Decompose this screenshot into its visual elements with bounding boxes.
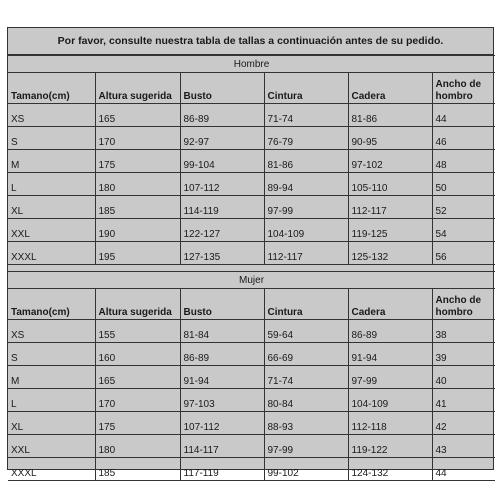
table-cell: 81-86: [348, 104, 432, 127]
table-cell: XXL: [8, 219, 95, 242]
table-cell: 44: [432, 458, 495, 481]
table-row: [8, 173, 495, 196]
table-cell: 107-112: [180, 412, 264, 435]
table-cell: XS: [8, 104, 95, 127]
table-cell: 99-104: [180, 150, 264, 173]
table-cell: 71-74: [264, 366, 348, 389]
table-cell: 170: [95, 127, 180, 150]
column-header: Cadera: [348, 73, 432, 104]
table-cell: 119-122: [348, 435, 432, 458]
table-cell: 165: [95, 366, 180, 389]
column-header: Altura sugerida: [95, 289, 180, 320]
table-cell: 39: [432, 343, 495, 366]
table-cell: 112-118: [348, 412, 432, 435]
column-header: Ancho de hombro: [432, 73, 495, 104]
section-title: Hombre: [8, 56, 495, 73]
section-title-row: [8, 272, 495, 289]
table-cell: S: [8, 127, 95, 150]
table-row: [8, 150, 495, 173]
table-cell: L: [8, 389, 95, 412]
table-cell: XXXL: [8, 458, 95, 481]
column-header: Busto: [180, 289, 264, 320]
table-row: [8, 127, 495, 150]
table-cell: 180: [95, 435, 180, 458]
table-cell: 99-102: [264, 458, 348, 481]
table-cell: XXL: [8, 435, 95, 458]
table-cell: 86-89: [348, 320, 432, 343]
table-cell: 175: [95, 150, 180, 173]
table-cell: 155: [95, 320, 180, 343]
table-cell: 122-127: [180, 219, 264, 242]
table-cell: 97-99: [348, 366, 432, 389]
table-cell: 86-89: [180, 343, 264, 366]
column-header: Cadera: [348, 289, 432, 320]
table-cell: 160: [95, 343, 180, 366]
table-cell: 125-132: [348, 242, 432, 265]
table-cell: 42: [432, 412, 495, 435]
table-cell: 41: [432, 389, 495, 412]
table-cell: 88-93: [264, 412, 348, 435]
table-cell: 56: [432, 242, 495, 265]
table-cell: 117-119: [180, 458, 264, 481]
table-cell: 59-64: [264, 320, 348, 343]
table-cell: 91-94: [348, 343, 432, 366]
table-cell: 38: [432, 320, 495, 343]
table-cell: 91-94: [180, 366, 264, 389]
section-gap: [8, 265, 495, 272]
table-cell: XL: [8, 196, 95, 219]
table-cell: 92-97: [180, 127, 264, 150]
table-cell: 112-117: [264, 242, 348, 265]
table-cell: 107-112: [180, 173, 264, 196]
table-cell: 119-125: [348, 219, 432, 242]
table-cell: 104-109: [348, 389, 432, 412]
table-row: [8, 366, 495, 389]
table-cell: M: [8, 366, 95, 389]
table-cell: 105-110: [348, 173, 432, 196]
table-cell: 76-79: [264, 127, 348, 150]
table-cell: 81-84: [180, 320, 264, 343]
table-cell: L: [8, 173, 95, 196]
column-header: Tamano(cm): [8, 73, 95, 104]
table-cell: M: [8, 150, 95, 173]
table-cell: 89-94: [264, 173, 348, 196]
table-cell: 127-135: [180, 242, 264, 265]
table-cell: 114-119: [180, 196, 264, 219]
table-row: [8, 412, 495, 435]
section-title: Mujer: [8, 272, 495, 289]
size-table: [8, 55, 495, 481]
table-cell: 50: [432, 173, 495, 196]
column-header: Altura sugerida: [95, 73, 180, 104]
table-header-row: [8, 73, 495, 104]
table-row: [8, 219, 495, 242]
table-cell: 44: [432, 104, 495, 127]
column-header: Cintura: [264, 289, 348, 320]
column-header: Busto: [180, 73, 264, 104]
table-row: [8, 320, 495, 343]
table-cell: 48: [432, 150, 495, 173]
table-cell: 52: [432, 196, 495, 219]
table-cell: 43: [432, 435, 495, 458]
table-row: [8, 104, 495, 127]
table-cell: 190: [95, 219, 180, 242]
column-header: Cintura: [264, 73, 348, 104]
column-header: Ancho de hombro: [432, 289, 495, 320]
size-chart: [7, 27, 494, 479]
table-cell: 124-132: [348, 458, 432, 481]
table-cell: 114-117: [180, 435, 264, 458]
table-cell: 185: [95, 458, 180, 481]
table-cell: 195: [95, 242, 180, 265]
table-cell: 81-86: [264, 150, 348, 173]
table-cell: 97-99: [264, 435, 348, 458]
table-cell: S: [8, 343, 95, 366]
table-row: [8, 242, 495, 265]
section-title-row: [8, 56, 495, 73]
table-row: [8, 435, 495, 458]
table-cell: 175: [95, 412, 180, 435]
table-cell: 90-95: [348, 127, 432, 150]
table-cell: XS: [8, 320, 95, 343]
table-cell: 170: [95, 389, 180, 412]
table-cell: XXXL: [8, 242, 95, 265]
table-cell: 112-117: [348, 196, 432, 219]
table-cell: 54: [432, 219, 495, 242]
table-cell: 97-102: [348, 150, 432, 173]
table-cell: 165: [95, 104, 180, 127]
table-row: [8, 196, 495, 219]
table-cell: 97-99: [264, 196, 348, 219]
table-header-row: [8, 289, 495, 320]
table-cell: XL: [8, 412, 95, 435]
table-cell: 185: [95, 196, 180, 219]
table-cell: 40: [432, 366, 495, 389]
table-cell: 180: [95, 173, 180, 196]
table-row: [8, 389, 495, 412]
table-cell: 104-109: [264, 219, 348, 242]
column-header: Tamano(cm): [8, 289, 95, 320]
size-chart-title: Por favor, consulte nuestra tabla de tallas a continuación antes de su pedido.: [8, 28, 493, 55]
table-cell: 46: [432, 127, 495, 150]
table-row: [8, 343, 495, 366]
table-cell: 66-69: [264, 343, 348, 366]
table-row: [8, 458, 495, 481]
table-cell: 97-103: [180, 389, 264, 412]
table-cell: 71-74: [264, 104, 348, 127]
table-cell: 86-89: [180, 104, 264, 127]
table-cell: 80-84: [264, 389, 348, 412]
